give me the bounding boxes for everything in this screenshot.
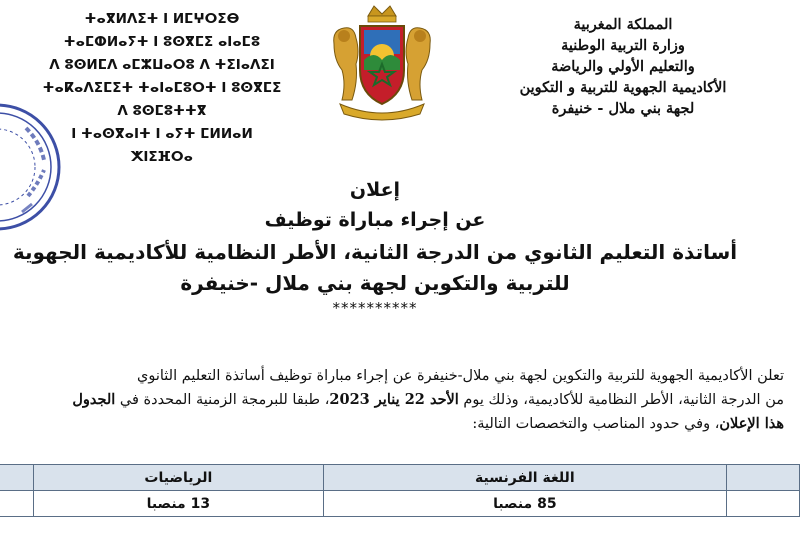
- value-french: 85 منصبا: [323, 491, 726, 517]
- header-arabic-line-5: لجهة بني ملال - خنيفرة: [551, 100, 695, 117]
- header-arabic-line-3: والتعليم الأولي والرياضة: [551, 58, 695, 75]
- body-line-2-mid: ، طبقا للبرمجة الزمنية المحددة في: [115, 392, 330, 408]
- header-tifinagh-line-1: ⵜⴰⴳⵍⴷⵉⵜ ⵏ ⵍⵎⵖⵔⵉⴱ: [84, 11, 240, 27]
- header-arabic-line-2: وزارة التربية الوطنية: [561, 37, 685, 54]
- title-line-2: عن إجراء مباراة توظيف: [264, 209, 486, 231]
- header-french: اللغة الفرنسية: [323, 465, 726, 491]
- title-line-3: أساتذة التعليم الثانوي من الدرجة الثانية، الأطر النظامية للأكاديمية الجهوية: [12, 240, 738, 264]
- header-tifinagh: [42, 8, 282, 169]
- body-line-2: [0, 388, 784, 412]
- title-separator: **********: [332, 299, 418, 317]
- coat-of-arms-emblem: [328, 4, 436, 122]
- header-arabic-line-1: المملكة المغربية: [573, 16, 673, 33]
- announcement-reference: هذا الإعلان: [719, 415, 784, 432]
- schedule-reference: الجدول: [72, 391, 116, 408]
- header-arabic: [478, 14, 768, 119]
- announcement-title: [0, 176, 760, 318]
- body-line-3: [0, 412, 784, 436]
- announcement-body: [0, 364, 784, 436]
- header-arabic-line-4: الأكاديمية الجهوية للتربية و التكوين: [519, 79, 727, 96]
- title-line-1: إعلان: [349, 179, 401, 201]
- table-row: [0, 491, 800, 517]
- table-cell-padding: [727, 491, 800, 517]
- value-mathematics: 13 منصبا: [34, 491, 324, 517]
- table-cell-padding: [727, 465, 800, 491]
- body-line-3-rest: ، وفي حدود المناصب والتخصصات التالية:: [472, 416, 720, 432]
- header-tifinagh-line-3: ⴷ ⵓⵙⵍⵎⴷ ⴰⵎⵣⵡⴰⵔⵓ ⴷ ⵜⵉⵏⴰⴷⵉⵏ: [49, 57, 275, 73]
- header-mathematics: الرياضيات: [34, 465, 324, 491]
- header-tifinagh-line-4: ⵜⴰⴽⴰⴷⵉⵎⵉⵜ ⵜⴰⵏⴰⵎⵓⵔⵜ ⵏ ⵓⵙⴳⵎⵉ ⴷ ⵓⵙⵎⵓⵜⵜⴳ: [42, 80, 282, 119]
- table-cell-padding: [0, 465, 34, 491]
- body-line-1: تعلن الأكاديمية الجهوية للتربية والتكوين لجهة بني ملال-خنيفرة عن إجراء مباراة توظيف أساتذة التعليم الثانوي: [136, 368, 784, 384]
- body-line-2-start: من الدرجة الثانية، الأطر النظامية للأكاديمية، وذلك يوم: [458, 392, 784, 408]
- table-cell-padding: [0, 491, 34, 517]
- header-tifinagh-line-5: ⵏ ⵜⴰⵙⴳⴰⵏⵜ ⵏ ⴰⵢⵜ ⵎⵍⵍⴰⵍ ⵅⵏⵉⴼⵔⴰ: [71, 126, 253, 165]
- table-header-row: [0, 465, 800, 491]
- title-line-4: للتربية والتكوين لجهة بني ملال -خنيفرة: [180, 271, 570, 295]
- positions-table: [0, 464, 800, 517]
- header-tifinagh-line-2: ⵜⴰⵎⵀⵍⴰⵢⵜ ⵏ ⵓⵙⴳⵎⵉ ⴰⵏⴰⵎⵓ: [63, 34, 261, 50]
- exam-date: الأحد 22 يناير 2023: [329, 391, 459, 408]
